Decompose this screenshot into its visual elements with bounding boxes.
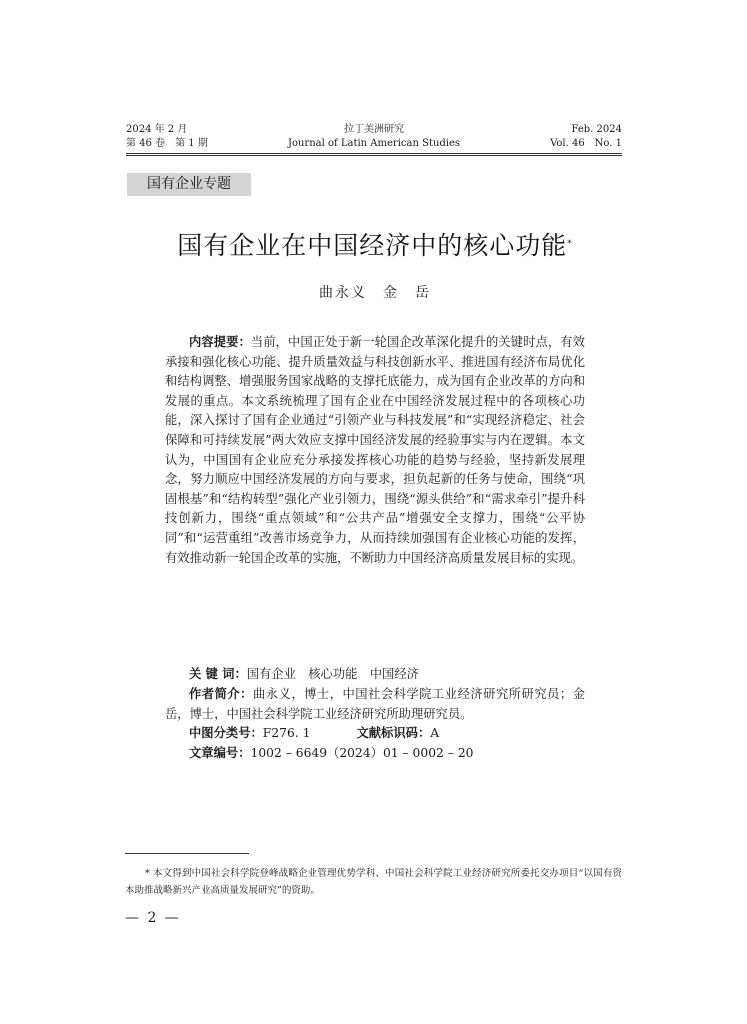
article-title-text: 国有企业在中国经济中的核心功能 bbox=[177, 231, 568, 260]
abstract bbox=[165, 333, 585, 568]
article-number-label: 文章编号： bbox=[189, 746, 251, 760]
keywords-label: 关 键 词： bbox=[189, 667, 247, 681]
footnote-divider bbox=[125, 853, 249, 854]
doc-code-value: A bbox=[430, 726, 440, 740]
header-center bbox=[126, 123, 622, 151]
abstract-label: 内容提要： bbox=[189, 335, 251, 349]
author-intro bbox=[165, 685, 585, 724]
journal-name-cn: 拉丁美洲研究 bbox=[344, 124, 404, 135]
abstract-text: 当前，中国正处于新一轮国企改革深化提升的关键时点，有效承接和强化核心功能、提升质量效益与科技创新水平、推进国有经济布局优化和结构调整、增强服务国家战略的支撑托底能力，成为国有企业改革的方向和发展的重点。本文系统梳理了国有企业在中国经济发展过程中的各项核心功能，深入探讨了国有企业通过“引领产业与科技发展”和“实现经济稳定、社会保障和可持续发展”两大效应支撑中国经济发展的经验事实与内在逻辑。本文认为，中国国有企业应充分承接发挥核心功能的趋势与经验，坚持新发展理念，努力顺应中国经济发展的方向与要求，担负起新的任务与使命，围绕“巩固根基”和“结构转型”强化产业引领力，围绕“源头供给”和“需求牵引”提升科技创新力，围绕“重点领域”和“公共产品”增强安全支撑力，围绕“公平协同”和“运营重组”改善市场竞争力，从而持续加强国有企业核心功能的发挥，有效推动新一轮国企改革的实施，不断助力中国经济高质量发展目标的实现。 bbox=[165, 335, 585, 565]
header-divider-thin bbox=[126, 155, 622, 156]
author-names: 曲永义 金 岳 bbox=[319, 285, 431, 301]
classification-label: 中图分类号： bbox=[189, 726, 263, 740]
header-right bbox=[550, 123, 622, 151]
classification-line bbox=[165, 724, 585, 744]
title-footnote-mark: * bbox=[567, 239, 573, 249]
section-tag: 国有企业专题 bbox=[127, 173, 251, 196]
header-divider bbox=[126, 153, 622, 154]
author-intro-label: 作者简介： bbox=[189, 687, 253, 701]
header-volume-en: Vol. 46 No. 1 bbox=[550, 138, 622, 149]
keywords bbox=[165, 665, 585, 685]
keywords-text: 国有企业 核心功能 中国经济 bbox=[246, 667, 419, 681]
journal-name-en: Journal of Latin American Studies bbox=[287, 138, 461, 149]
article-number-line bbox=[165, 744, 585, 764]
header-date: 2024 年 2 月 bbox=[126, 124, 188, 135]
running-header bbox=[126, 123, 622, 153]
classification-value: F276. 1 bbox=[262, 726, 311, 740]
header-volume: 第 46 卷 第 1 期 bbox=[126, 138, 208, 149]
article-number-value: 1002 – 6649（2024）01 – 0002 – 20 bbox=[250, 746, 474, 760]
article-title bbox=[110, 226, 640, 266]
header-date-en: Feb. 2024 bbox=[571, 124, 622, 135]
footnote: * 本文得到中国社会科学院登峰战略企业管理优势学科、中国社会科学院工业经济研究所委托交办项目“以国有资本助推战略新兴产业高质量发展研究”的资助。 bbox=[125, 868, 622, 896]
doc-code-label: 文献标识码： bbox=[356, 726, 431, 740]
page-number: — 2 — bbox=[125, 910, 181, 926]
author-intro-text: 曲永义，博士，中国社会科学院工业经济研究所研究员；金岳，博士，中国社会科学院工业经济研究所助理研究员。 bbox=[165, 687, 585, 721]
